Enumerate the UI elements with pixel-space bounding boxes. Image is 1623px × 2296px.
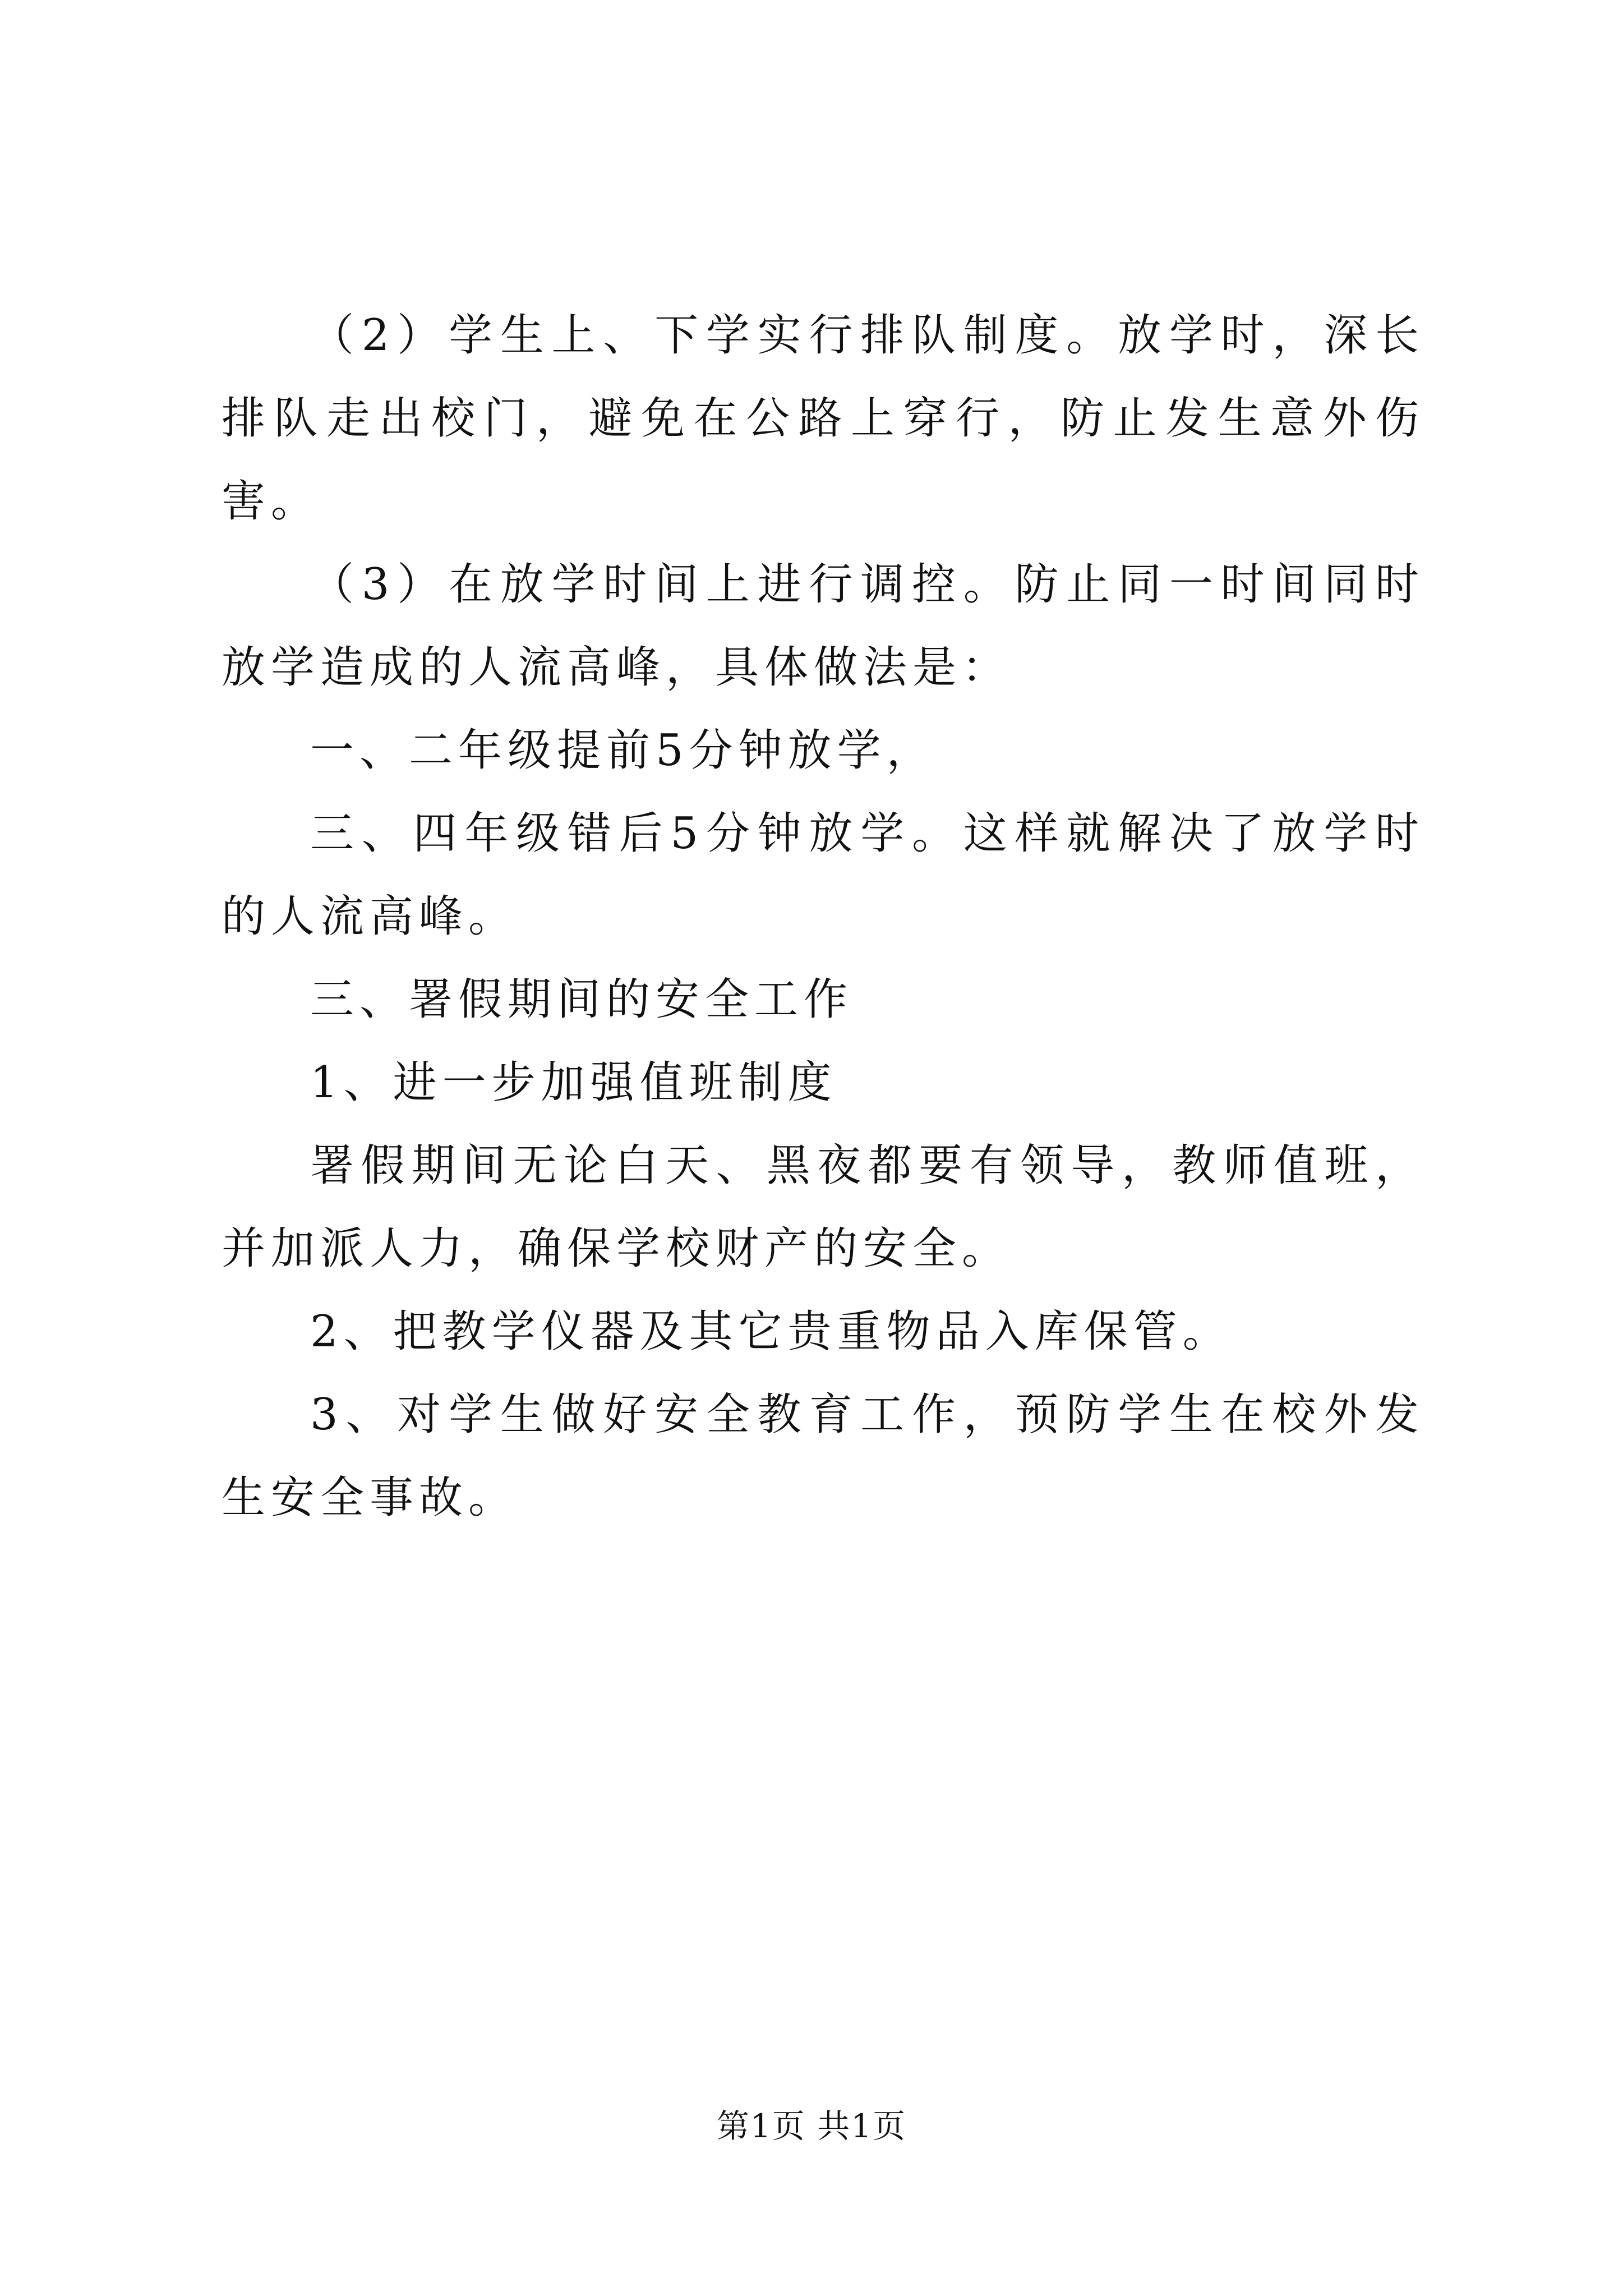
paragraph-time-control: （3）在放学时间上进行调控。防止同一时间同时放学造成的人流高峰，具体做法是： — [222, 559, 1424, 693]
paragraph-queue-rule: （2）学生上、下学实行排队制度。放学时，深长排队走出校门，避免在公路上穿行，防止发生意外伤害。 — [222, 310, 1424, 527]
paragraph-late-dismissal: 三、四年级错后5分钟放学。这样就解决了放学时的人流高峰。 — [222, 808, 1424, 942]
paragraph-duty-details: 署假期间无论白天、黑夜都要有领导，教师值班，并加派人力，确保学校财产的安全。 — [222, 1140, 1424, 1274]
page-number-footer: 第1页 共1页 — [716, 2107, 907, 2145]
paragraph-safety-education: 3、对学生做好安全教育工作，预防学生在校外发生安全事故。 — [222, 1389, 1424, 1523]
subheading-duty-system: 1、进一步加强值班制度 — [310, 1057, 837, 1108]
document-body — [222, 294, 1424, 1539]
paragraph-equipment-storage: 2、把教学仪器及其它贵重物品入库保管。 — [310, 1306, 1232, 1357]
paragraph-early-dismissal: 一、二年级提前5分钟放学， — [310, 725, 936, 776]
section-heading-summer-safety: 三、署假期间的安全工作 — [310, 974, 854, 1025]
